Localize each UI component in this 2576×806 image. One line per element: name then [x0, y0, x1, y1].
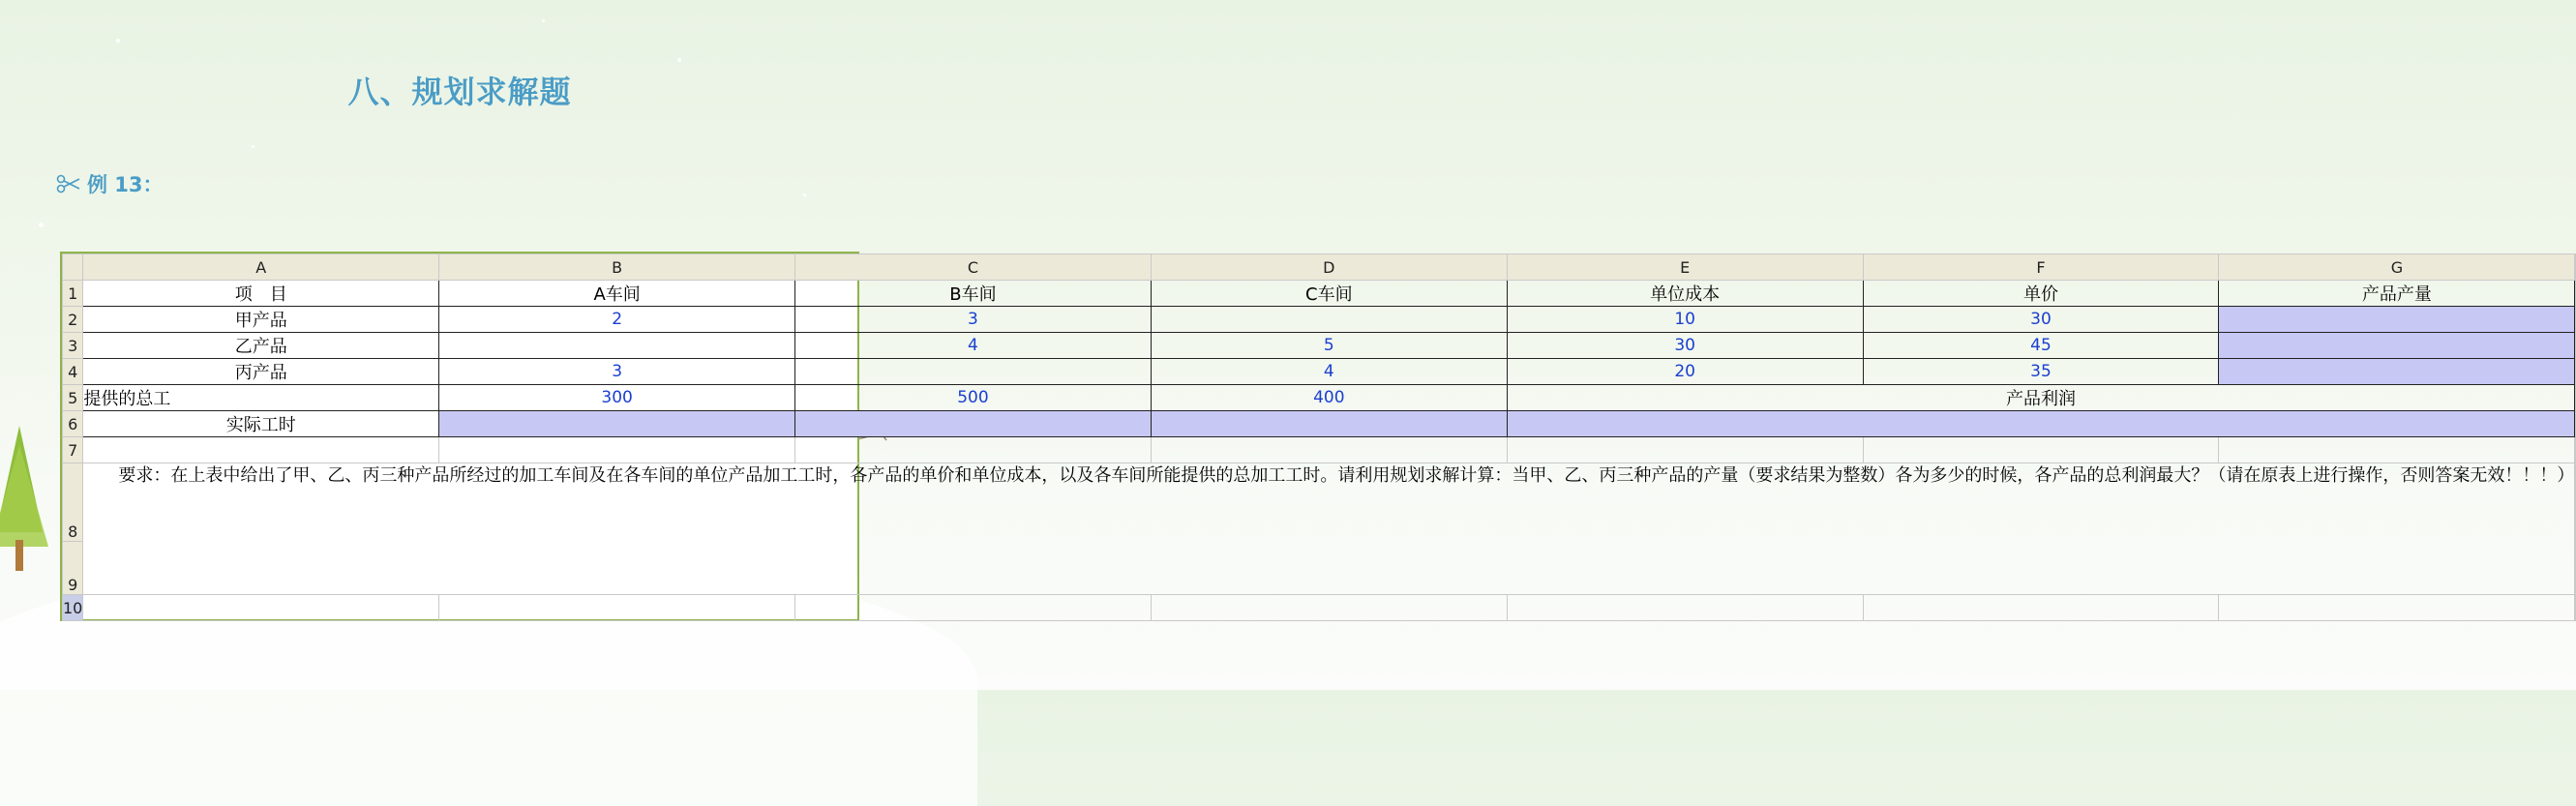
snowflake [677, 58, 681, 62]
cell-b4[interactable]: 3 [439, 359, 795, 385]
row-header-7[interactable]: 7 [63, 437, 83, 463]
cell-e7[interactable] [1507, 437, 1863, 463]
row-header-2[interactable]: 2 [63, 307, 83, 333]
cell-e4[interactable]: 20 [1507, 359, 1863, 385]
table-row [63, 411, 2576, 437]
cell-e5-profit-label[interactable]: 产品利润 [1507, 385, 2575, 411]
cell-f7[interactable] [1863, 437, 2219, 463]
cell-a6[interactable]: 实际工时 [83, 411, 439, 437]
table-row [63, 333, 2576, 359]
cell-d3[interactable]: 5 [1151, 333, 1507, 359]
cell-b10[interactable] [439, 595, 795, 621]
cell-c10[interactable] [795, 595, 1152, 621]
cell-b3[interactable] [439, 333, 795, 359]
table-row [63, 385, 2576, 411]
cell-d5[interactable]: 400 [1151, 385, 1507, 411]
cell-b2[interactable]: 2 [439, 307, 795, 333]
table-row [63, 359, 2576, 385]
cell-f3[interactable]: 45 [1863, 333, 2219, 359]
col-header-c[interactable]: C [795, 254, 1152, 281]
row-header-8[interactable]: 8 [63, 463, 83, 542]
cell-g1[interactable]: 产品产量 [2219, 281, 2575, 307]
col-header-e[interactable]: E [1507, 254, 1863, 281]
cell-g10[interactable] [2219, 595, 2575, 621]
cell-e2[interactable]: 10 [1507, 307, 1863, 333]
cell-a4[interactable]: 丙产品 [83, 359, 439, 385]
cell-g7[interactable] [2219, 437, 2575, 463]
snowflake [803, 194, 806, 196]
cell-a3[interactable]: 乙产品 [83, 333, 439, 359]
table-row [63, 595, 2576, 621]
row-header-6[interactable]: 6 [63, 411, 83, 437]
cell-c1[interactable]: B车间 [795, 281, 1152, 307]
table-row [63, 463, 2576, 542]
select-all-corner[interactable] [63, 254, 83, 281]
col-header-b[interactable]: B [439, 254, 795, 281]
spreadsheet [60, 252, 2575, 621]
cell-b7[interactable] [439, 437, 795, 463]
cell-g4-quantity-input[interactable] [2219, 359, 2575, 385]
cell-b6-actual-hours[interactable] [439, 411, 795, 437]
cell-a5[interactable]: 提供的总工 [83, 385, 439, 411]
cell-e10[interactable] [1507, 595, 1863, 621]
cell-d2[interactable] [1151, 307, 1507, 333]
cell-c6-actual-hours[interactable] [795, 411, 1152, 437]
cell-b1[interactable]: A车间 [439, 281, 795, 307]
column-header-row [63, 254, 2576, 281]
row-header-5[interactable]: 5 [63, 385, 83, 411]
cell-c7[interactable] [795, 437, 1152, 463]
cell-c4[interactable] [795, 359, 1152, 385]
cell-d1[interactable]: C车间 [1151, 281, 1507, 307]
col-header-g[interactable]: G [2219, 254, 2575, 281]
example-label: 例 13： [87, 173, 164, 196]
row-header-4[interactable]: 4 [63, 359, 83, 385]
row-header-3[interactable]: 3 [63, 333, 83, 359]
cell-e3[interactable]: 30 [1507, 333, 1863, 359]
slide-title: 八、规划求解题 [347, 74, 572, 110]
cell-a2[interactable]: 甲产品 [83, 307, 439, 333]
snowflake [116, 39, 120, 43]
example-line [56, 169, 164, 198]
scissors-icon [56, 174, 81, 194]
col-header-a[interactable]: A [83, 254, 439, 281]
cell-g2-quantity-input[interactable] [2219, 307, 2575, 333]
cell-d6-actual-hours[interactable] [1151, 411, 1507, 437]
table-row [63, 307, 2576, 333]
cell-d7[interactable] [1151, 437, 1507, 463]
row-header-9[interactable]: 9 [63, 542, 83, 595]
requirement-text-cell[interactable]: 要求：在上表中给出了甲、乙、丙三种产品所经过的加工车间及在各车间的单位产品加工工时，各产品的单价和单位成本，以及各车间所能提供的总加工工时。请利用规划求解计算：当甲、乙、丙三种产品的产量（要求结果为整数）各为多少的时候，各产品的总利润最大？（请在原表上进行操作，否则答案无效！！！） [83, 463, 2575, 595]
row-header-10[interactable]: 10 [63, 595, 83, 621]
col-header-d[interactable]: D [1151, 254, 1507, 281]
cell-d10[interactable] [1151, 595, 1507, 621]
table-row [63, 281, 2576, 307]
cell-e6-total-profit[interactable] [1507, 411, 2575, 437]
snowflake [39, 223, 44, 227]
cell-e1[interactable]: 单位成本 [1507, 281, 1863, 307]
cell-a7[interactable] [83, 437, 439, 463]
cell-b5[interactable]: 300 [439, 385, 795, 411]
cell-c5[interactable]: 500 [795, 385, 1152, 411]
cell-f4[interactable]: 35 [1863, 359, 2219, 385]
cell-c2[interactable]: 3 [795, 307, 1152, 333]
row-header-1[interactable]: 1 [63, 281, 83, 307]
cell-a10[interactable] [83, 595, 439, 621]
cell-f2[interactable]: 30 [1863, 307, 2219, 333]
pine-tree-icon [0, 426, 58, 571]
cell-f1[interactable]: 单价 [1863, 281, 2219, 307]
cell-c3[interactable]: 4 [795, 333, 1152, 359]
cell-d4[interactable]: 4 [1151, 359, 1507, 385]
snowflake [252, 145, 255, 148]
spreadsheet-grid [62, 254, 2576, 621]
snowflake [542, 19, 545, 22]
cell-f10[interactable] [1863, 595, 2219, 621]
cell-g3-quantity-input[interactable] [2219, 333, 2575, 359]
col-header-f[interactable]: F [1863, 254, 2219, 281]
cell-a1[interactable]: 项 目 [83, 281, 439, 307]
table-row [63, 437, 2576, 463]
